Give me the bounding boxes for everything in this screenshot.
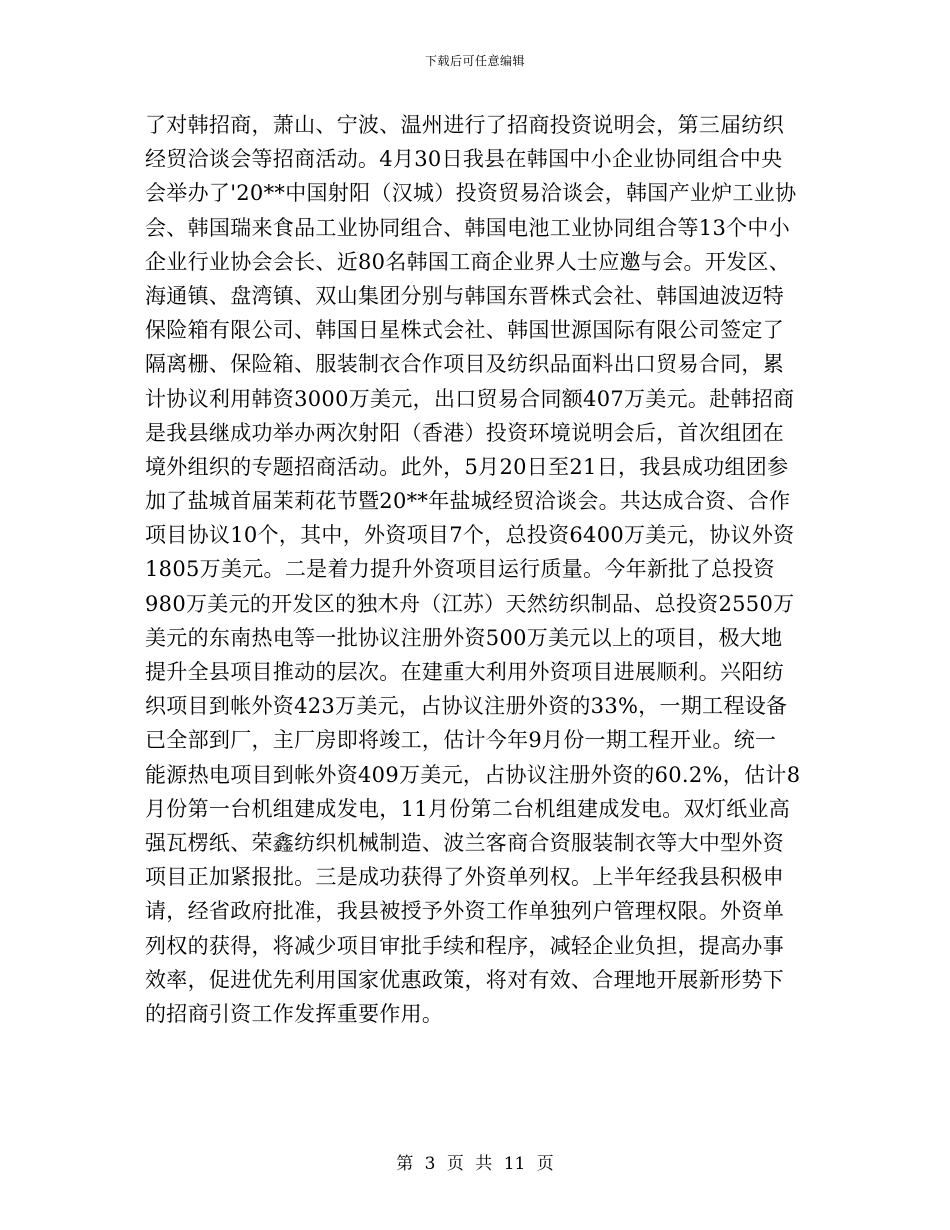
body-line: 已全部到厂，主厂房即将竣工，估计今年9月份一期工程开业。统一 xyxy=(145,728,777,753)
body-line: 会举办了'20**中国射阳（汉城）投资贸易洽谈会，韩国产业炉工业协 xyxy=(145,181,797,206)
body-line: 计协议利用韩资3000万美元，出口贸易合同额407万美元。赴韩招商 xyxy=(145,386,795,411)
body-line: 加了盐城首届茉莉花节暨20**年盐城经贸洽谈会。共达成合资、合作 xyxy=(145,489,791,514)
body-line: 了对韩招商，萧山、宁波、温州进行了招商投资说明会，第三届纺织 xyxy=(145,113,784,137)
body-line: 980万美元的开发区的独木舟（江苏）天然纺织制品、总投资2550万 xyxy=(145,591,795,616)
body-line: 项目正加紧报批。三是成功获得了外资单列权。上半年经我县积极申 xyxy=(145,865,784,890)
page-number-footer: 第 3 页 共 11 页 xyxy=(396,1154,554,1174)
body-line: 项目协议10个，其中，外资项目7个，总投资6400万美元，协议外资 xyxy=(145,523,795,548)
body-line: 会、韩国瑞来食品工业协同组合、韩国电池工业协同组合等13个中小 xyxy=(145,215,791,240)
body-line: 境外组织的专题招商活动。此外，5月20日至21日，我县成功组团参 xyxy=(145,454,789,479)
body-line: 企业行业协会会长、近80名韩国工商企业界人士应邀与会。开发区、 xyxy=(145,249,791,274)
body-line: 效率，促进优先利用国家优惠政策，将对有效、合理地开展新形势下 xyxy=(145,967,784,992)
body-line: 1805万美元。二是着力提升外资项目运行质量。今年新批了总投资 xyxy=(145,557,775,582)
body-line: 能源热电项目到帐外资409万美元，占协议注册外资的60.2%，估计8 xyxy=(145,762,801,787)
body-line: 经贸洽谈会等招商活动。4月30日我县在韩国中小企业协同组合中央 xyxy=(145,147,783,172)
body-line: 保险箱有限公司、韩国日星株式会社、韩国世源国际有限公司签定了 xyxy=(145,318,784,343)
body-line: 美元的东南热电等一批协议注册外资500万美元以上的项目，极大地 xyxy=(145,625,783,650)
body-line: 提升全县项目推动的层次。在建重大利用外资项目进展顺利。兴阳纺 xyxy=(145,660,784,684)
page-header-note: 下载后可任意编辑 xyxy=(424,54,525,68)
body-line: 月份第一台机组建成发电，11月份第二台机组建成发电。双灯纸业高 xyxy=(145,796,791,821)
body-text xyxy=(145,108,825,1031)
body-line: 织项目到帐外资423万美元，占协议注册外资的33%，一期工程设备 xyxy=(145,694,788,719)
body-line: 强瓦楞纸、荣鑫纺织机械制造、波兰客商合资服装制衣等大中型外资 xyxy=(145,830,784,855)
body-line: 请，经省政府批准，我县被授予外资工作单独列户管理权限。外资单 xyxy=(145,899,784,924)
body-line: 隔离栅、保险箱、服装制衣合作项目及纺织品面料出口贸易合同，累 xyxy=(145,352,784,377)
body-line: 的招商引资工作发挥重要作用。 xyxy=(145,1001,444,1026)
body-line: 列权的获得，将减少项目审批手续和程序，减轻企业负担，提高办事 xyxy=(145,933,784,958)
body-line: 是我县继成功举办两次射阳（香港）投资环境说明会后，首次组团在 xyxy=(145,420,784,445)
body-line: 海通镇、盘湾镇、双山集团分别与韩国东晋株式会社、韩国迪波迈特 xyxy=(145,283,784,308)
